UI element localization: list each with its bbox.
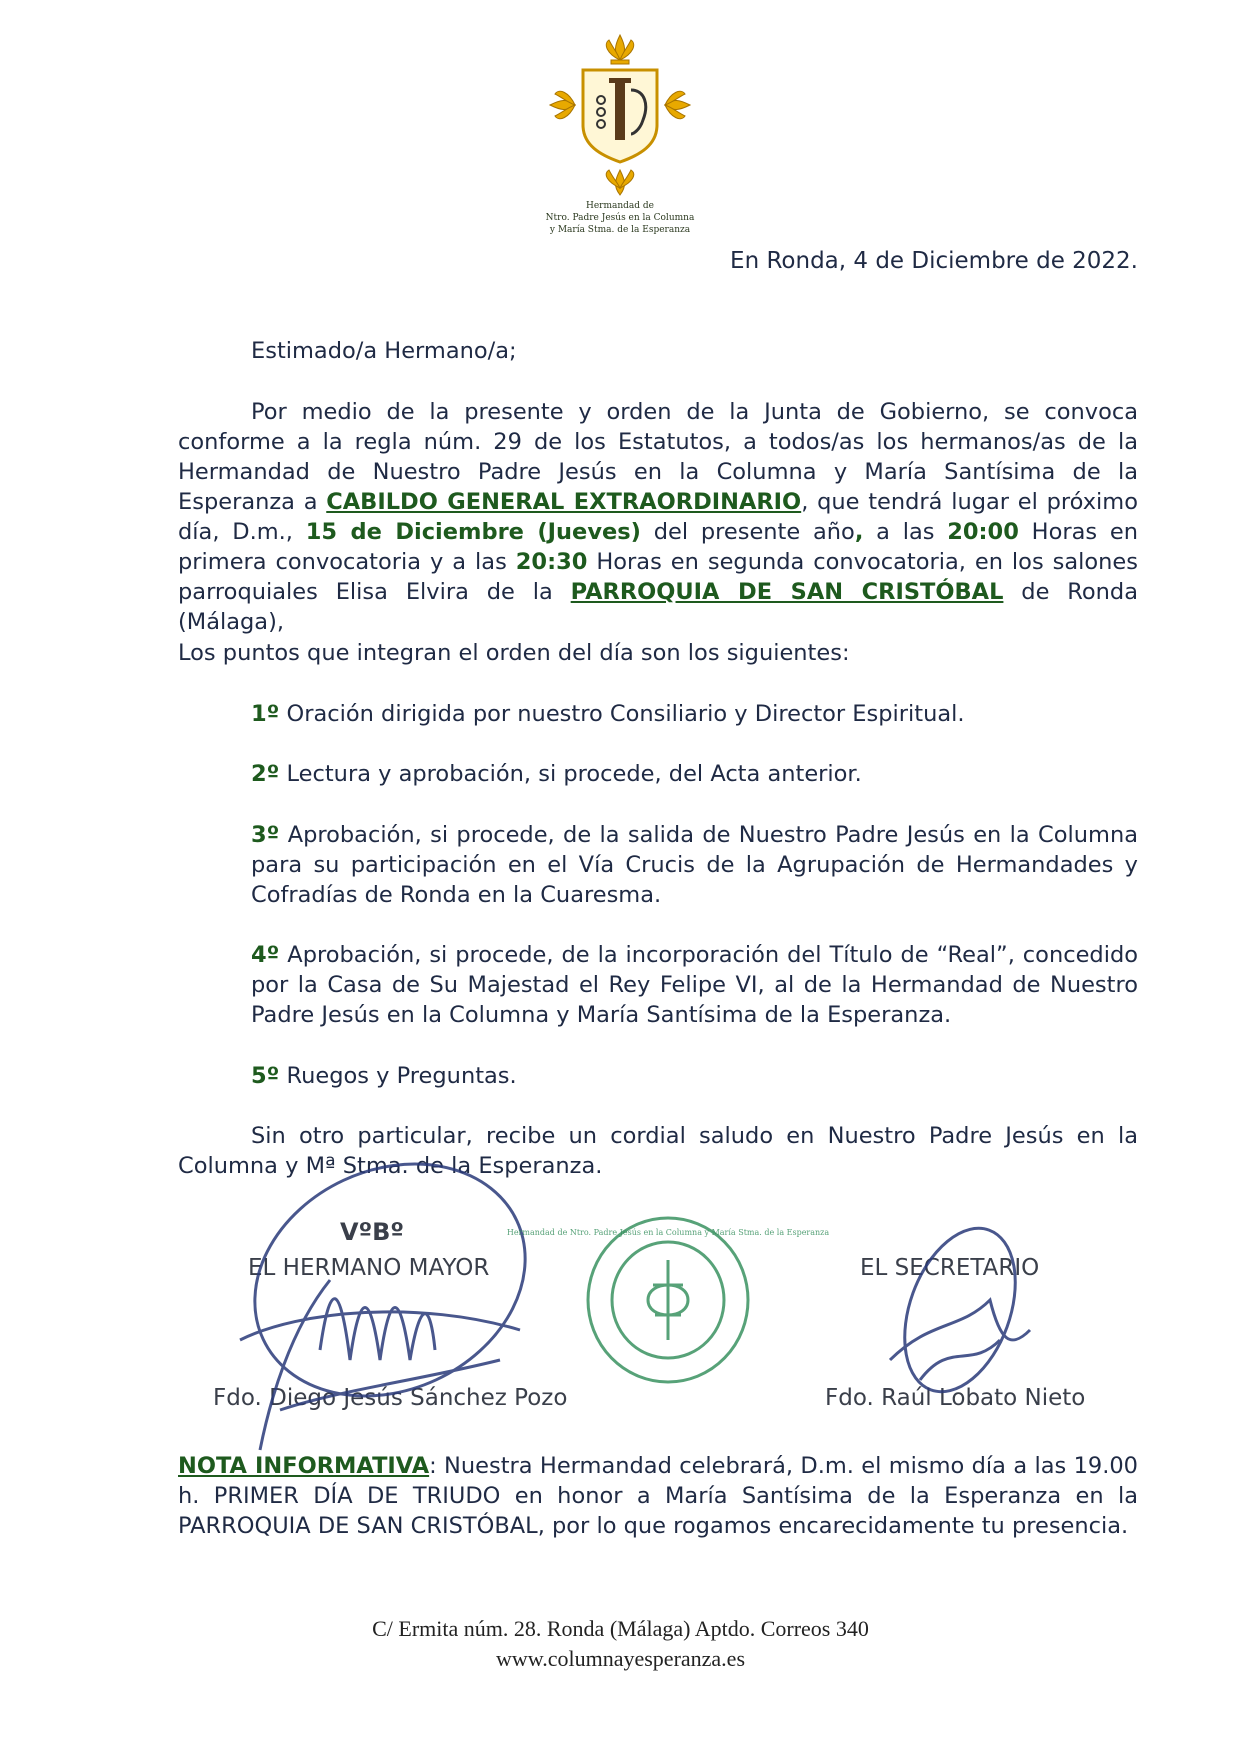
logo-line: Ntro. Padre Jesús en la Columna [545,213,695,223]
agenda-number: 1º [251,701,280,727]
intro-text: del presente año [640,519,855,545]
agenda-number: 3º [251,822,280,848]
intro-text: a las [863,519,948,545]
stamp-text: Hermandad de Ntro. Padre Jesús en la Columna y María Stma. de la Esperanza [506,1228,830,1237]
agenda-text: Aprobación, si procede, de la salida de Nuestro Padre Jesús en la Columna para su participación en el Vía Crucis de la Agrupación de Hermandades y Cofradías de Ronda en la Cuaresma. [251,822,1138,908]
agenda-text: Lectura y aprobación, si procede, del Acta anterior. [279,761,862,787]
agenda-item [251,699,1138,729]
intro-text: de Ronda (Málaga), [178,579,1139,635]
note-text: : Nuestra Hermandad celebrará, D.m. el mismo día a las 19.00 h. PRIMER DÍA DE TRIUDO en honor a María Santísima de la Esperanza en la PARROQUIA DE SAN CRISTÓBAL, por lo que rogamos encarecidamente tu presencia. [178,1453,1138,1539]
intro-text: Horas en primera convocatoria y a las [178,519,1138,575]
first-call-time: 20:00 [947,519,1019,545]
letter-date: En Ronda, 4 de Diciembre de 2022. [730,248,1138,274]
official-stamp [506,1215,830,1385]
salutation: Estimado/a Hermano/a; [251,338,517,364]
footer-website: www.columnayesperanza.es [495,1646,746,1671]
vobo-label: VºBº [340,1218,404,1246]
logo-line: y María Stma. de la Esperanza [549,225,691,235]
agenda-intro: Los puntos que integran el orden del día son los siguientes: [178,640,850,666]
agenda-item [251,820,1138,910]
agenda-text: Ruegos y Preguntas. [279,1063,517,1089]
agenda-number: 2º [251,761,280,787]
agenda-text: Oración dirigida por nuestro Consiliario y Director Espiritual. [279,701,965,727]
logo-caption [540,200,700,236]
mayor-name: Fdo. Diego Jesús Sánchez Pozo [213,1385,568,1411]
note-label: NOTA INFORMATIVA [178,1453,430,1479]
mayor-role: EL HERMANO MAYOR [248,1255,490,1281]
agenda-item [251,940,1138,1030]
mayor-signature [220,1150,540,1470]
secretary-name: Fdo. Raúl Lobato Nieto [825,1385,1086,1411]
intro-paragraph [178,397,1138,637]
closing-paragraph: Sin otro particular, recibe un cordial saludo en Nuestro Padre Jesús en la Columna y Mª Stma. de la Esperanza. [178,1123,1138,1179]
meeting-date: 15 de Diciembre (Jueves) [305,519,641,545]
second-call-time: 20:30 [515,549,588,575]
intro-text: , que tendrá lugar el próximo día, D.m., [178,489,1138,545]
cabildo-title: CABILDO GENERAL EXTRAORDINARIO [326,489,802,515]
logo-line: Hermandad de [585,201,654,211]
intro-text: Horas en segunda convocatoria, en los salones parroquiales Elisa Elvira de la [178,549,1138,605]
agenda-text: Aprobación, si procede, de la incorporación del Título de “Real”, concedido por la Casa de Su Majestad el Rey Felipe VI, al de la Hermandad de Nuestro Padre Jesús en la Columna y María Santísima de la Esperanza. [251,942,1138,1028]
agenda-number: 4º [251,942,280,968]
agenda-item [251,759,1138,789]
agenda-item [251,1061,1138,1091]
intro-comma: , [854,519,864,545]
informative-note [178,1451,1138,1541]
agenda-number: 5º [251,1063,280,1089]
footer-address: C/ Ermita núm. 28. Ronda (Málaga) Aptdo. Correos 340 [372,1616,869,1641]
secretary-signature [880,1210,1040,1430]
parish-name: PARROQUIA DE SAN CRISTÓBAL [570,579,1004,605]
secretary-role: EL SECRETARIO [860,1255,1040,1281]
intro-text: Por medio de la presente y orden de la Junta de Gobierno, se convoca conforme a la regla núm. 29 de los Estatutos, a todos/as los hermanos/as de la Hermandad de Nuestro Padre Jesús en la Columna y María Santísima de la Esperanza a [178,399,1138,515]
